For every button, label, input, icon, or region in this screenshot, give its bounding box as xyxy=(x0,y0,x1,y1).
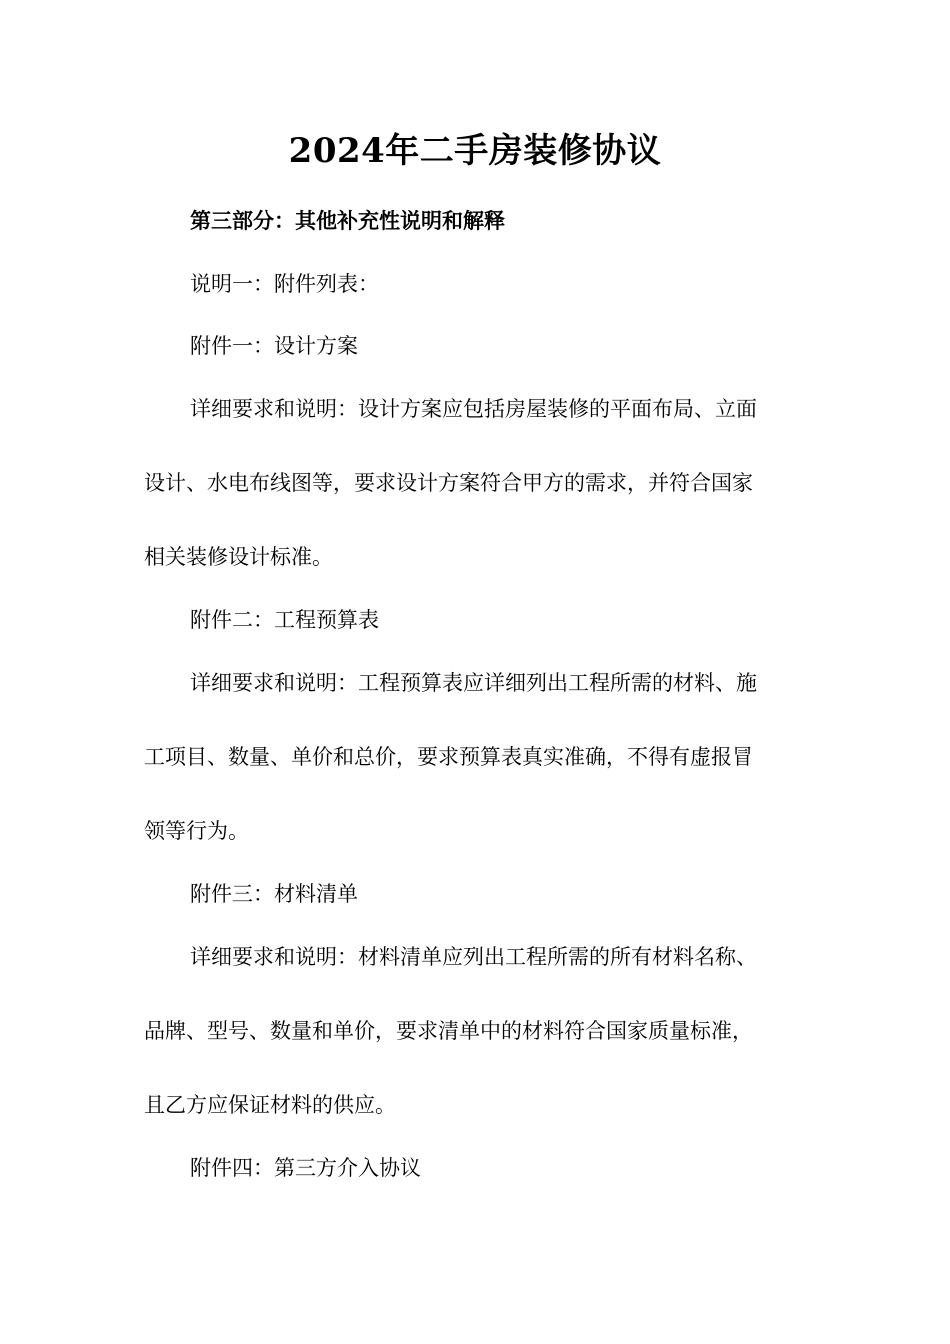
attachment-1-paragraph-line: 设计、水电布线图等，要求设计方案符合甲方的需求，并符合国家 xyxy=(144,471,753,495)
attachment-3-heading: 附件三：材料清单 xyxy=(190,882,358,906)
document-title: 2024年二手房装修协议 xyxy=(288,131,662,171)
attachment-3-paragraph-line: 且乙方应保证材料的供应。 xyxy=(144,1093,396,1117)
attachment-1-paragraph-line: 相关装修设计标准。 xyxy=(144,545,333,569)
section-heading: 第三部分：其他补充性说明和解释 xyxy=(190,208,505,233)
attachment-4-heading: 附件四：第三方介入协议 xyxy=(190,1156,421,1180)
attachment-3-paragraph-line: 品牌、型号、数量和单价，要求清单中的材料符合国家质量标准， xyxy=(144,1019,753,1043)
attachment-3-paragraph-line: 详细要求和说明：材料清单应列出工程所需的所有材料名称、 xyxy=(190,945,757,969)
attachment-1-paragraph-line: 详细要求和说明：设计方案应包括房屋装修的平面布局、立面 xyxy=(190,397,757,421)
attachment-2-paragraph-line: 工项目、数量、单价和总价，要求预算表真实准确，不得有虚报冒 xyxy=(144,745,753,769)
attachment-2-paragraph-line: 详细要求和说明：工程预算表应详细列出工程所需的材料、施 xyxy=(190,671,757,695)
attachment-2-paragraph-line: 领等行为。 xyxy=(144,819,249,843)
attachment-2-heading: 附件二：工程预算表 xyxy=(190,608,379,632)
attachment-list-label: 说明一：附件列表： xyxy=(190,272,379,296)
attachment-1-heading: 附件一：设计方案 xyxy=(190,334,358,358)
